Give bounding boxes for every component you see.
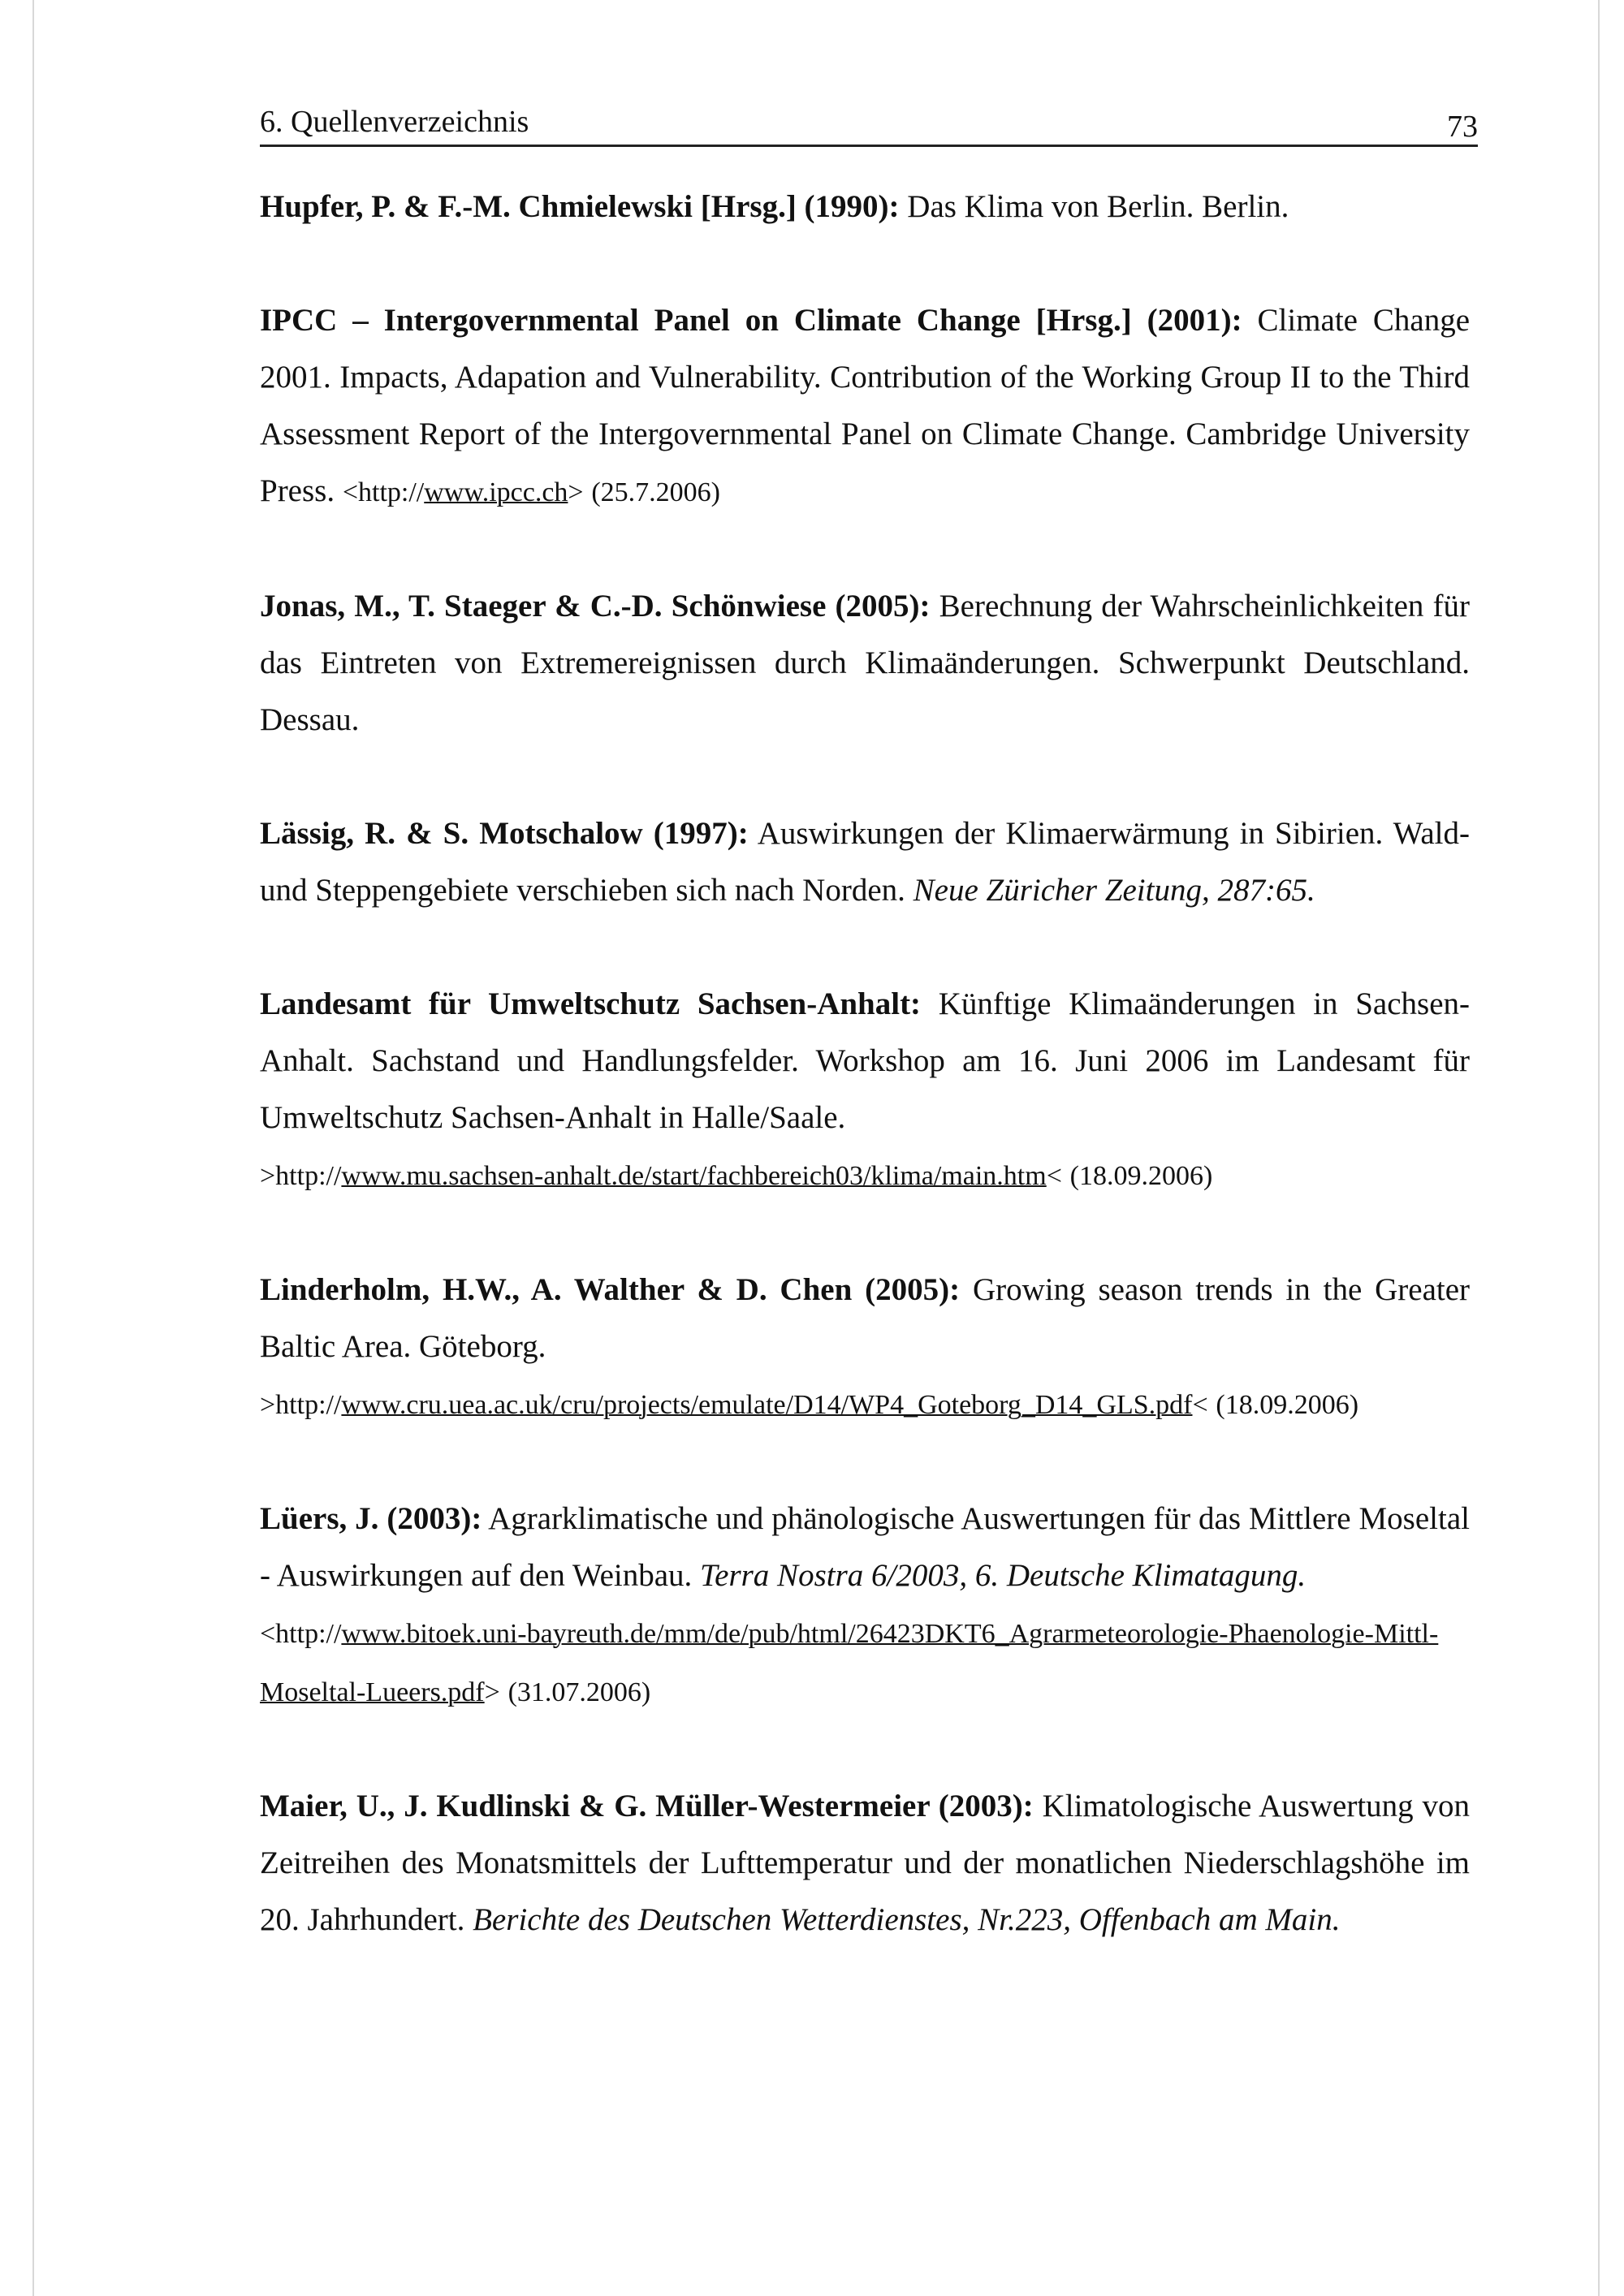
page-header [260, 104, 1478, 147]
reference-access-date: (25.7.2006) [591, 477, 721, 507]
reference-text: Agrarklimatische und phänologische Auswertungen für das Mittlere Moseltal - Auswirkungen auf den Weinbau. [260, 1501, 1470, 1593]
reference-url-open: <http:// [260, 1619, 342, 1649]
reference-source: Neue Züricher Zeitung, 287:65. [913, 873, 1315, 908]
reference-author: Linderholm, H.W., A. Walther & D. Chen (2005): [260, 1272, 961, 1307]
reference-entry [260, 578, 1470, 749]
reference-entry [260, 292, 1470, 521]
reference-text: Künftige Klimaänderungen in Sachsen-Anhalt. Sachstand und Handlungsfelder. Workshop am 16. Juni 2006 im Landesamt für Umweltschutz Sachsen-Anhalt in Halle/Saale. [260, 986, 1471, 1135]
reference-url-link[interactable]: www.cru.uea.ac.uk/cru/projects/emulate/D14/WP4_Goteborg_D14_GLS.pdf [341, 1390, 1193, 1420]
page-header-title: 6. Quellenverzeichnis [260, 105, 529, 139]
reference-entry [260, 1491, 1470, 1721]
reference-list [260, 179, 1470, 2005]
reference-source: Berichte des Deutschen Wetterdienstes, Nr.223, Offenbach am Main. [473, 1902, 1341, 1937]
scan-edge-right [1598, 0, 1600, 2296]
reference-url-open: >http:// [260, 1161, 342, 1191]
reference-author: Lässig, R. & S. Motschalow (1997): [260, 816, 749, 851]
reference-author: Maier, U., J. Kudlinski & G. Müller-Westermeier (2003): [260, 1789, 1034, 1823]
reference-url-close: > [568, 477, 584, 507]
reference-url-line [260, 1146, 1470, 1205]
reference-entry [260, 1778, 1470, 1949]
reference-text: Growing season trends in the Greater Baltic Area. Göteborg. [260, 1272, 1471, 1364]
reference-entry [260, 976, 1470, 1205]
reference-text: Auswirkungen der Klimaerwärmung in Sibirien. Wald- und Steppengebiete verschieben sich nach Norden. [260, 816, 1470, 908]
reference-entry [260, 1262, 1470, 1434]
reference-url-line [260, 1604, 1470, 1721]
reference-access-date: (31.07.2006) [508, 1677, 651, 1707]
reference-author: Landesamt für Umweltschutz Sachsen-Anhalt: [260, 986, 922, 1021]
reference-entry [260, 805, 1470, 919]
reference-text: Das Klima von Berlin. Berlin. [907, 189, 1289, 224]
scan-edge-left [32, 0, 34, 2296]
reference-author: IPCC – Intergovernmental Panel on Climate Change [Hrsg.] (2001): [260, 303, 1242, 338]
reference-access-date: (18.09.2006) [1216, 1390, 1359, 1420]
reference-text: Climate Change 2001. Impacts, Adapation and Vulnerability. Contribution of the Working Group II to the Third Assessment Report of the Intergovernmental Panel on Climate Change. Cambridge University Press. [260, 303, 1471, 508]
reference-url-close: < [1192, 1390, 1208, 1420]
reference-url-link[interactable]: www.mu.sachsen-anhalt.de/start/fachbereich03/klima/main.htm [341, 1161, 1047, 1191]
reference-url-close: < [1046, 1161, 1062, 1191]
reference-url-link[interactable]: www.ipcc.ch [424, 477, 568, 507]
reference-author: Hupfer, P. & F.-M. Chmielewski [Hrsg.] (1990): [260, 189, 900, 224]
reference-access-date: (18.09.2006) [1069, 1161, 1213, 1191]
reference-url-open: <http:// [342, 477, 425, 507]
reference-url-close: > [484, 1677, 500, 1707]
reference-text: Berechnung der Wahrscheinlichkeiten für das Eintreten von Extremereignissen durch Klimaänderungen. Schwerpunkt Deutschland. Dessau. [260, 589, 1471, 737]
reference-url-line [260, 1375, 1470, 1434]
reference-author: Jonas, M., T. Staeger & C.-D. Schönwiese (2005): [260, 589, 931, 624]
reference-url-open: >http:// [260, 1390, 342, 1420]
reference-entry [260, 179, 1470, 235]
reference-source: Terra Nostra 6/2003, 6. Deutsche Klimatagung. [700, 1558, 1307, 1593]
reference-text: Klimatologische Auswertung von Zeitreihen des Monatsmittels der Lufttemperatur und der monatlichen Niederschlagshöhe im 20. Jahrhundert. [260, 1789, 1470, 1937]
reference-author: Lüers, J. (2003): [260, 1501, 482, 1536]
reference-url-link[interactable]: www.bitoek.uni-bayreuth.de/mm/de/pub/html/26423DKT6_Agrarmeteorologie-Phaenologie-Mittl-Moseltal-Lueers.pdf [260, 1619, 1439, 1707]
page-number: 73 [1447, 110, 1478, 144]
